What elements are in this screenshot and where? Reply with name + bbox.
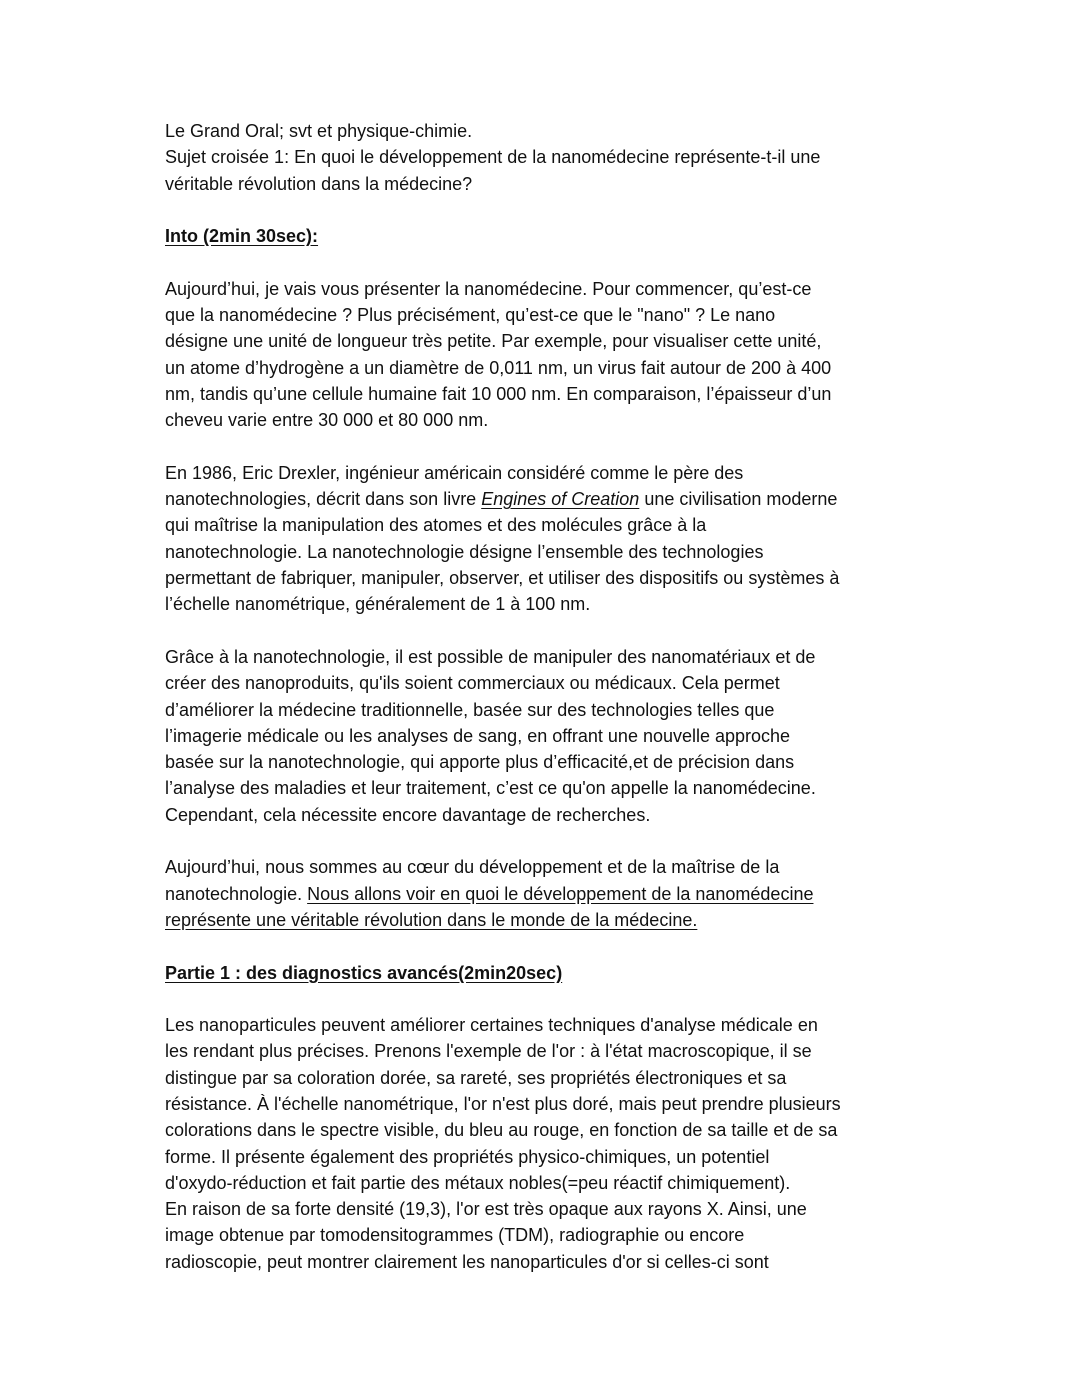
text-line: les rendant plus précises. Prenons l'exemple de l'or : à l'état macroscopique, il se [165,1041,812,1062]
text-segment: une civilisation moderne [639,489,838,510]
text-line: En 1986, Eric Drexler, ingénieur américain considéré comme le père des [165,462,744,483]
text-line: Grâce à la nanotechnologie, il est possible de manipuler des nanomatériaux et de [165,646,816,667]
text-line: l’échelle nanométrique, généralement de 1 à 100 nm. [165,594,591,615]
text-line [165,881,925,907]
text-segment: représente une véritable révolution dans le monde de la médecine. [165,909,698,930]
text-segment: nanotechnologie. [165,883,308,904]
text-line: d’améliorer la médecine traditionnelle, basée sur des technologies telles que [165,699,775,720]
text-line [165,828,925,854]
text-line [165,986,925,1012]
text-line: permettant de fabriquer, manipuler, observer, et utiliser des dispositifs ou systèmes à [165,568,840,589]
heading-intro [165,223,925,249]
blank [165,249,925,275]
text-line [165,223,925,249]
text-line: l’analyse des maladies et leur traitement, c’est ce qu'on appelle la nanomédecine. [165,778,816,799]
text-line: désigne une unité de longueur très petite. Par exemple, pour visualiser cette unité, [165,331,822,352]
text-segment: Nous allons voir en quoi le développement de la nanomédecine [307,883,814,904]
text-line: que la nanomédecine ? Plus précisément, qu’est-ce que le "nano" ? Le nano [165,305,776,326]
document-title [165,118,925,197]
text-segment: Into (2min 30sec): [165,226,319,247]
text-line: Aujourd’hui, je vais vous présenter la nanomédecine. Pour commencer, qu’est-ce [165,278,812,299]
text-segment: Partie 1 : des diagnostics avancés(2min20sec) [165,962,563,983]
text-line: qui maîtrise la manipulation des atomes et des molécules grâce à la [165,515,707,536]
paragraph [165,854,925,933]
text-line: image obtenue par tomodensitogrammes (TDM), radiographie ou encore [165,1225,745,1246]
text-line: Les nanoparticules peuvent améliorer certaines techniques d'analyse médicale en [165,1015,818,1036]
text-line: créer des nanoproduits, qu'ils soient commerciaux ou médicaux. Cela permet [165,673,780,694]
blank [165,828,925,854]
text-line: d'oxydo-réduction et fait partie des métaux nobles(=peu réactif chimiquement). [165,1172,791,1193]
blank [165,933,925,959]
text-line: nm, tandis qu’une cellule humaine fait 10 000 nm. En comparaison, l’épaisseur d’un [165,383,832,404]
blank [165,197,925,223]
text-line: un atome d’hydrogène a un diamètre de 0,011 nm, un virus fait autour de 200 à 400 [165,357,832,378]
blank [165,618,925,644]
text-line: l’imagerie médicale ou les analyses de sang, en offrant une nouvelle approche [165,725,791,746]
text-line [165,618,925,644]
text-line [165,486,925,512]
blank [165,434,925,460]
document-page [165,118,925,1275]
paragraph [165,1012,925,1275]
text-line: véritable révolution dans la médecine? [165,173,473,194]
text-line: cheveu varie entre 30 000 et 80 000 nm. [165,410,489,431]
text-line: En raison de sa forte densité (19,3), l'or est très opaque aux rayons X. Ainsi, une [165,1199,807,1220]
text-line [165,249,925,275]
blank [165,986,925,1012]
text-line: Aujourd’hui, nous sommes au cœur du développement et de la maîtrise de la [165,857,780,878]
text-line [165,434,925,460]
paragraph [165,460,925,618]
text-line: radioscopie, peut montrer clairement les nanoparticules d'or si celles-ci sont [165,1251,769,1272]
text-line: colorations dans le spectre visible, du bleu au rouge, en fonction de sa taille et de sa [165,1120,838,1141]
text-line: Sujet croisée 1: En quoi le développement de la nanomédecine représente-t-il une [165,147,821,168]
text-line: résistance. À l'échelle nanométrique, l'or n'est plus doré, mais peut prendre plusieurs [165,1093,841,1114]
text-line: distingue par sa coloration dorée, sa rareté, ses propriétés électroniques et sa [165,1067,787,1088]
text-line [165,197,925,223]
paragraph [165,644,925,828]
text-line: nanotechnologie. La nanotechnologie désigne l’ensemble des technologies [165,541,764,562]
text-line: Cependant, cela nécessite encore davantage de recherches. [165,804,651,825]
text-line [165,933,925,959]
heading-partie-1 [165,960,925,986]
text-line: basée sur la nanotechnologie, qui apporte plus d’efficacité,et de précision dans [165,752,795,773]
text-line: Le Grand Oral; svt et physique-chimie. [165,121,473,141]
text-line: forme. Il présente également des propriétés physico-chimiques, un potentiel [165,1146,770,1167]
book-title: Engines of Creation [481,489,640,510]
paragraph [165,276,925,434]
text-line [165,960,925,986]
text-segment: nanotechnologies, décrit dans son livre [165,489,482,510]
text-line [165,907,925,933]
